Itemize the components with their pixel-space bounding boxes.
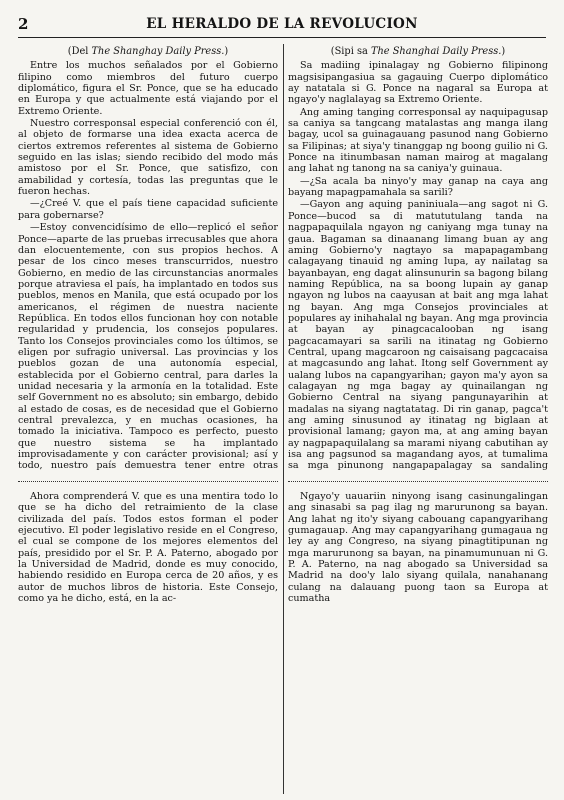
interview-question: —¿Creé V. que el país tiene capacidad suficiente para gobernarse? xyxy=(18,198,278,221)
source-suffix: ) xyxy=(224,46,229,57)
section-separator xyxy=(288,481,548,482)
spanish-column xyxy=(18,46,278,472)
source-suffix: ) xyxy=(501,46,506,57)
spanish-column-continued xyxy=(18,491,278,796)
interview-question: —¿Sa acala ba ninyo'y may ganap na caya ang bayang mapagpamahala sa sarili? xyxy=(288,175,548,199)
source-name: The Shanghai Daily Press. xyxy=(370,46,502,57)
page-number: 2 xyxy=(18,15,29,33)
interview-answer: —Gayon ang aquing paniniuala—ang sagot ni G. Ponce—bucod sa di matututulang tanda na nagpapaquilala ngayon ng caniyang mga tunay na gaua. Bagaman sa dinaanang limang buan ay ang aming Gobierno'y nagtayo sa mapapagambang calagayang tinauid ng aming lupa, ay nailatag sa bayanbayan, eng dagat alinsunurin sa bagong bilang naming República, na sa boong lupain ay ganap ngayon ng lubos na caayusan at bait ang mga lahat ng bayan. Ang mga Consejos provinciales at populares ay inihahalal ng bayan. Ang mga provincia at bayan ay pinagcacalooban ng isang pagcacamayari sa sarili na itinatag ng Gobierno Central, upang magcaroon ng caisaisang pagcacaisa at magcasundo ang lahat. Itong self Government ay ualang lubos na capangyarihan; gayon ma'y ayon sa calagayan ng mga bagay ay quinailangan ng Gobierno Central na siyang pangunayarihin at madalas na siyang nagtatatag. Di rin ganap, pagca't ang aming sinusunod ay itinatag ng biglaan at provisional lamang; gayon ma, at ang aming bayan ay nagpapaquilalang sa marami niyang cabutihan ay isa ang pagsunod sa magandang ayos, at tumalima sa mga pinunong nangapapalagay sa sandaling xyxy=(288,199,548,472)
tagalog-column-continued xyxy=(288,491,548,796)
newspaper-title: EL HERALDO DE LA REVOLUCION xyxy=(146,16,418,32)
section-separator xyxy=(18,481,278,482)
article-paragraph: Entre los muchos señalados por el Gobierno filipino como miembros del futuro cuerpo diplomático, figura el Sr. Ponce, que se ha educado en Europa y que actualmente está viajando por el Extremo Oriente. xyxy=(18,60,278,117)
article-paragraph: Sa madiing ipinalagay ng Gobierno filipinong magsisipangasiua sa gagauing Cuerpo diplomático ay natatala si G. Ponce na nagaral sa Europa at ngayo'y naglalayag sa Extremo Oriente. xyxy=(288,60,548,106)
page-header xyxy=(18,15,546,38)
source-credit xyxy=(18,46,278,57)
column-divider xyxy=(283,44,284,794)
source-credit xyxy=(288,46,548,57)
article-paragraph: Ngayo'y uauariin ninyong isang casinungalingan ang sinasabi sa pag ilag ng marurunong sa bayan. Ang lahat ng ito'y siyang cabouang capangyarihang gumagauap. Ang may capangyarihang gumagaua ng ley ay ang Congreso, na siyang pinagtitipunan ng mga marurunong sa bayan, na pinamumunuan ni G. P. A. Paterno, na nag abogado sa Universidad sa Madrid na doo'y lalo siyang quilala, nanahanang culang na dalauang puong taon sa Europa at cumatha xyxy=(288,491,548,605)
interview-answer: —Estoy convencidísimo de ello—replicó el señor Ponce—aparte de las pruebas irrecusables que ahora dan elocuentemente, con sus propios hechos. A pesar de los cinco meses transcurridos, nuestro Gobierno, en medio de las circunstancias anormales porque atraviesa el país, ha implantado en todos sus pueblos, menos en Manila, que está ocupado por los americanos, el régimen de nuestra naciente República. En todos ellos funcionan hoy con notable regularidad y prudencia, los consejos populares. Tanto los Consejos provinciales como los últimos, se eligen por sufragio universal. Las provincias y los pueblos gozan de una autonomía especial, establecida por el Gobierno central, para darles la unidad necesaria y la armonía en la totalidad. Este self Government no es absoluto; sin embargo, debido al estado de cosas, es de necesidad que el Gobierno central prevalezca, y en muchas ocasiones, ha tomado la iniciativa. Tampoco es perfecto, puesto que nuestro sistema se ha implantado improvisadamente y con carácter provisional; así y todo, nuestro país demuestra tener entre otras xyxy=(18,222,278,472)
source-name: The Shanghay Daily Press. xyxy=(91,46,225,57)
tagalog-column xyxy=(288,46,548,472)
article-paragraph: Nuestro corresponsal especial conferenció con él, al objeto de formarse una idea exacta acerca de ciertos extremos referentes al sistema de Gobierno seguido en las islas; siendo recibido del modo más amistoso por el Sr. Ponce, que satisfizo, con amabilidad y cortesía, todas las preguntas que le fueron hechas. xyxy=(18,118,278,198)
source-prefix: (Sipi sa xyxy=(330,46,368,57)
article-paragraph: Ang aming tanging corresponsal ay naquipagusap sa caniya sa tangcang matalastas ang manga ilang bagay, ucol sa guinagauang pasunod nang Gobierno sa Filipinas; at siya'y tinanggap ng boong guilio ni G. Ponce na itinumbasan naman mairog at magalang ang lahat ng tanong na sa caniya'y guinaua. xyxy=(288,106,548,175)
article-paragraph: Ahora comprenderá V. que es una mentira todo lo que se ha dicho del retraimiento de la clase civilizada del país. Todos estos forman el poder ejecutivo. El poder legislativo reside en el Congreso, el cual se compone de los mejores elementos del país, presidido por el Sr. P. A. Paterno, abogado por la Universidad de Madrid, donde es muy conocido, habiendo residido en Europa cerca de 20 años, y es autor de muchos libros de historia. Este Consejo, como ya he dicho, está, en la ac- xyxy=(18,491,278,605)
source-prefix: (Del xyxy=(67,46,89,57)
